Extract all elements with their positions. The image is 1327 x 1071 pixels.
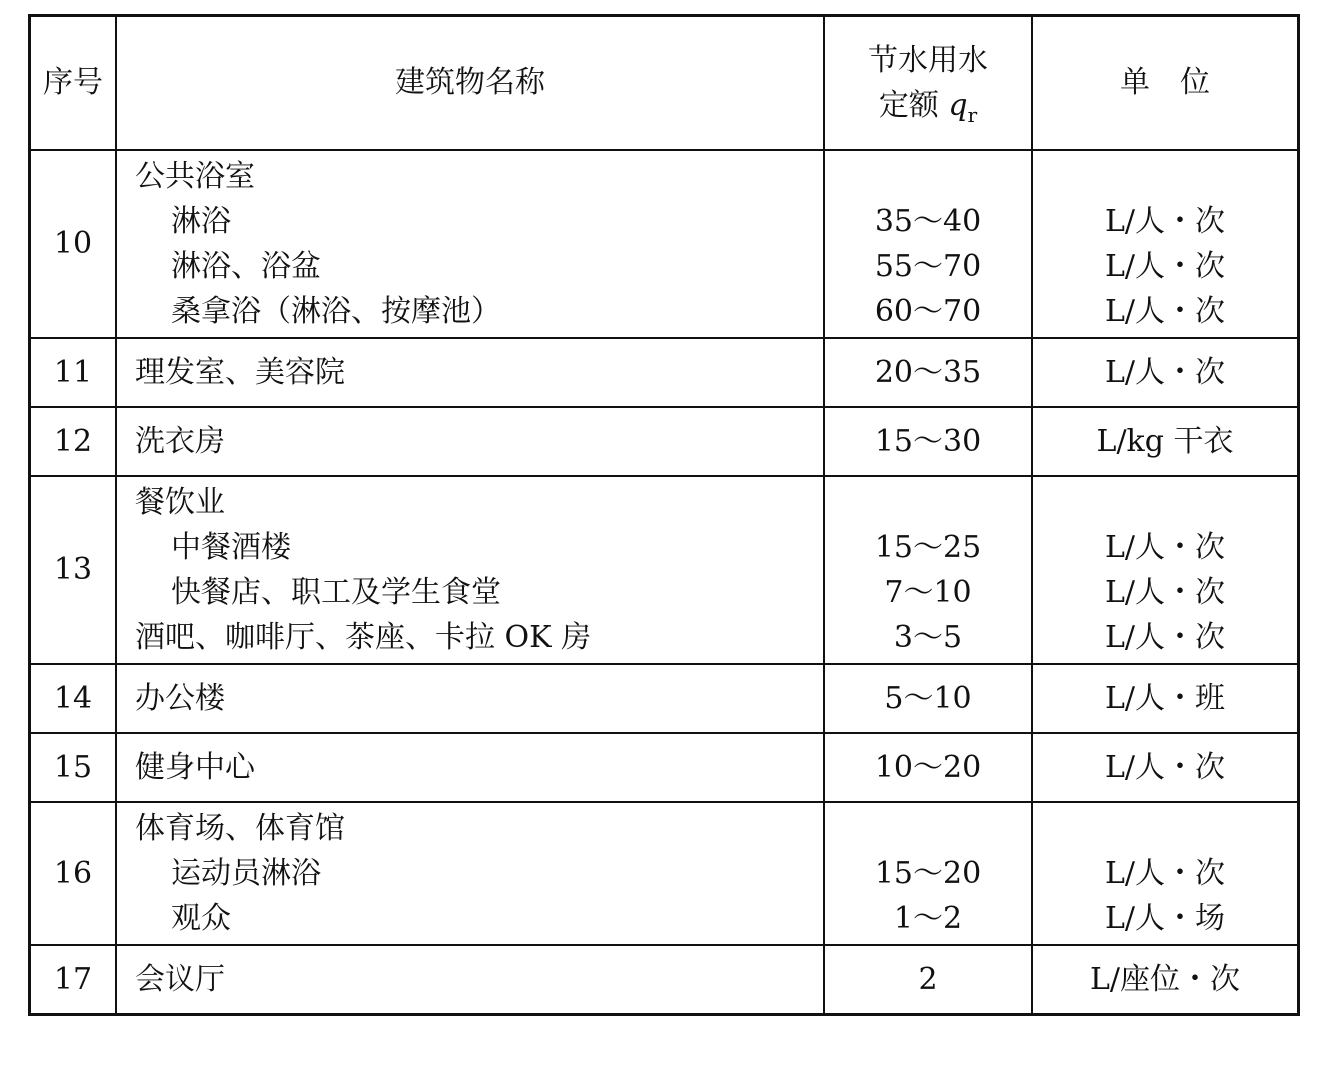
building-name: 公共浴室: [135, 158, 255, 194]
unit-cell: [1032, 338, 1299, 407]
building-name: 健身中心: [135, 749, 255, 785]
unit-value: [1033, 806, 1297, 851]
table-row: [30, 476, 1299, 664]
unit-value: L/人・场: [1104, 900, 1226, 936]
unit-value: L/人・次: [1104, 354, 1226, 390]
quota-value: 5～10: [884, 680, 972, 716]
building-name-cell: [116, 733, 824, 802]
unit-cell: [1032, 664, 1299, 733]
unit-value: [1033, 480, 1297, 525]
quota-value: 15～20: [874, 855, 982, 891]
unit-value: L/人・次: [1104, 749, 1226, 785]
table-row: [30, 338, 1299, 407]
row-number: 11: [30, 338, 117, 407]
building-name-cell: [116, 338, 824, 407]
building-name: 洗衣房: [135, 423, 225, 459]
quota-cell: [824, 733, 1032, 802]
quota-value: 60～70: [874, 293, 982, 329]
table-row: [30, 150, 1299, 338]
row-number: 14: [30, 664, 117, 733]
building-name: 酒吧、咖啡厅、茶座、卡拉 OK 房: [135, 619, 592, 655]
row-number: 15: [30, 733, 117, 802]
row-number: 17: [30, 945, 117, 1015]
unit-value: L/座位・次: [1089, 961, 1241, 997]
unit-cell: [1032, 733, 1299, 802]
building-name-cell: [116, 945, 824, 1015]
row-number: 10: [30, 150, 117, 338]
quota-cell: [824, 802, 1032, 945]
quota-cell: [824, 407, 1032, 476]
quota-value: 3～5: [893, 619, 963, 655]
building-name: 会议厅: [135, 961, 225, 997]
quota-cell: [824, 664, 1032, 733]
quota-cell: [824, 150, 1032, 338]
building-name: 体育场、体育馆: [135, 810, 345, 846]
quota-value: 20～35: [874, 354, 982, 390]
table-row: [30, 664, 1299, 733]
building-name: 运动员淋浴: [171, 855, 321, 891]
unit-value: L/人・次: [1104, 619, 1226, 655]
quota-value: 35～40: [874, 203, 982, 239]
unit-value: L/人・次: [1104, 574, 1226, 610]
row-number: 12: [30, 407, 117, 476]
unit-value: L/人・次: [1104, 203, 1226, 239]
table-row: [30, 802, 1299, 945]
building-name: 理发室、美容院: [135, 354, 345, 390]
table-row: [30, 945, 1299, 1015]
unit-value: [1033, 154, 1297, 199]
unit-value: L/人・次: [1104, 248, 1226, 284]
quota-value: 55～70: [874, 248, 982, 284]
unit-value: L/人・次: [1104, 529, 1226, 565]
building-name: 中餐酒楼: [171, 529, 291, 565]
unit-cell: [1032, 945, 1299, 1015]
row-number: 16: [30, 802, 117, 945]
building-name: 餐饮业: [135, 484, 225, 520]
building-name: 淋浴: [171, 203, 231, 239]
quota-cell: [824, 945, 1032, 1015]
quota-value: 7～10: [884, 574, 972, 610]
unit-value: L/kg 干衣: [1096, 423, 1234, 459]
quota-value: 1～2: [893, 900, 963, 936]
row-number: 13: [30, 476, 117, 664]
quota-value: 15～30: [874, 423, 982, 459]
quota-value: 10～20: [874, 749, 982, 785]
building-name: 办公楼: [135, 680, 225, 716]
header-quota-label: 定额: [878, 87, 949, 123]
building-name: 桑拿浴（淋浴、按摩池）: [171, 293, 501, 329]
table-row: [30, 407, 1299, 476]
header-building-name: 建筑物名称: [116, 16, 824, 150]
water-quota-table: [28, 14, 1300, 1016]
unit-cell: [1032, 407, 1299, 476]
building-name-cell: [116, 664, 824, 733]
table-row: [30, 733, 1299, 802]
unit-cell: [1032, 476, 1299, 664]
table-header-row: [30, 16, 1299, 150]
header-quota-line2: [825, 83, 1031, 128]
quota-value: 2: [918, 961, 938, 997]
quota-value: [825, 154, 1031, 199]
quota-cell: [824, 338, 1032, 407]
building-name: 淋浴、浴盆: [171, 248, 321, 284]
unit-value: L/人・次: [1104, 855, 1226, 891]
unit-value: L/人・次: [1104, 293, 1226, 329]
building-name-cell: [116, 802, 824, 945]
header-quota: [824, 16, 1032, 150]
header-no: 序号: [30, 16, 117, 150]
building-name: 观众: [171, 900, 231, 936]
header-quota-line1: 节水用水: [868, 42, 988, 78]
table-body: [30, 150, 1299, 1015]
quota-cell: [824, 476, 1032, 664]
header-quota-subscript: r: [967, 102, 978, 127]
building-name-cell: [116, 150, 824, 338]
header-unit: 单 位: [1032, 16, 1299, 150]
quota-value: [825, 806, 1031, 851]
unit-cell: [1032, 802, 1299, 945]
building-name: 快餐店、职工及学生食堂: [171, 574, 501, 610]
header-quota-symbol: q: [948, 87, 968, 123]
building-name-cell: [116, 476, 824, 664]
quota-value: 15～25: [874, 529, 982, 565]
building-name-cell: [116, 407, 824, 476]
quota-value: [825, 480, 1031, 525]
unit-cell: [1032, 150, 1299, 338]
unit-value: L/人・班: [1104, 680, 1226, 716]
